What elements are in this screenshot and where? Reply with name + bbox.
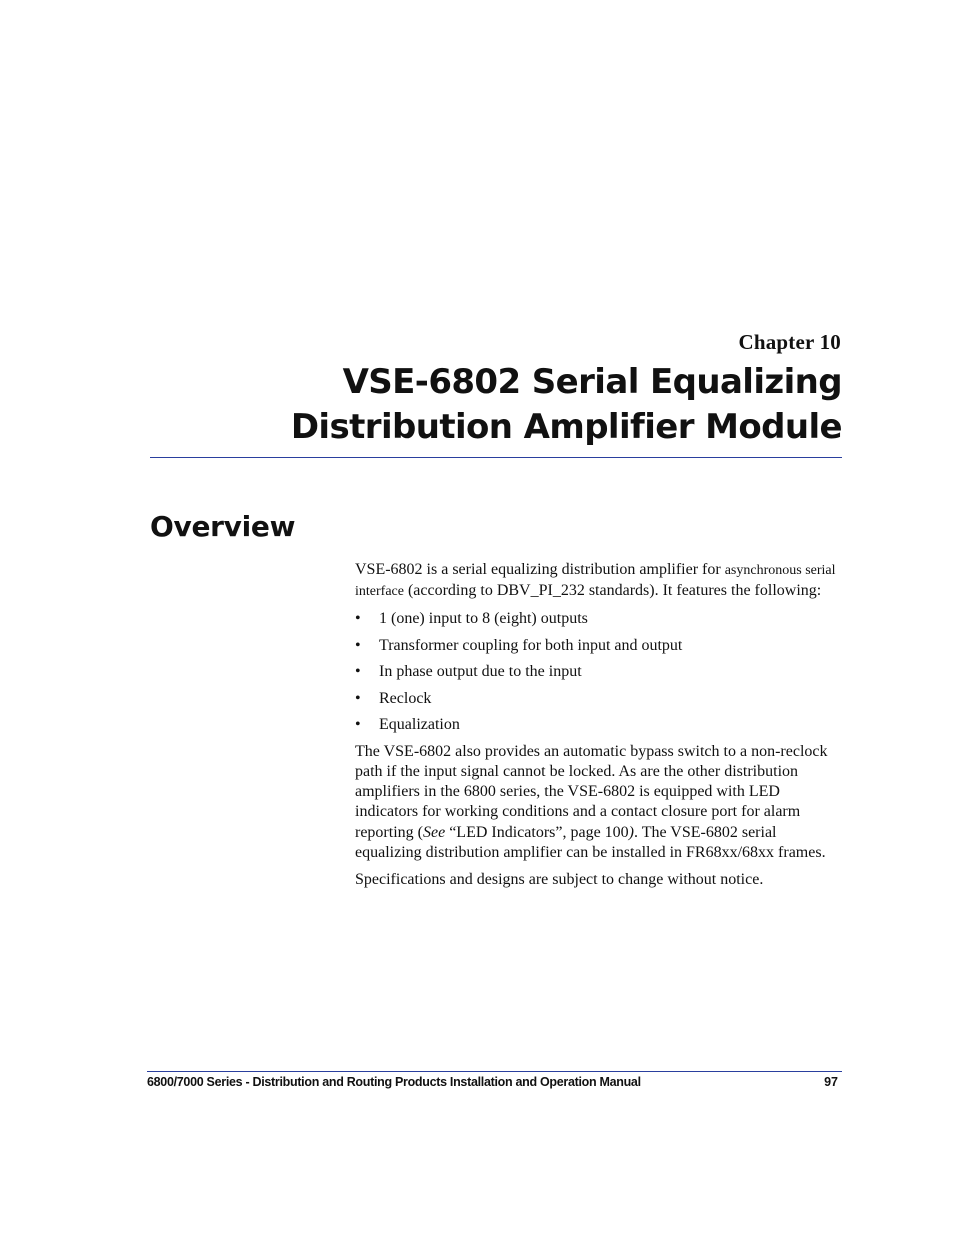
intro-text-a: VSE-6802 is a serial equalizing distribution amplifier for [355,561,725,578]
intro-paragraph [355,560,845,603]
list-item [355,636,845,656]
title-divider [150,457,842,458]
list-item-text: 1 (one) input to 8 (eight) outputs [379,610,588,628]
chapter-title [142,360,842,450]
list-item [355,609,845,629]
list-item-text: Transformer coupling for both input and output [379,636,683,654]
section-heading: Overview [150,510,296,543]
chapter-title-line-1: VSE-6802 Serial Equalizing [342,362,842,402]
list-item-text: Equalization [379,716,460,734]
bullet-icon: • [355,689,361,707]
bullet-icon: • [355,716,361,734]
intro-text-small: asynchronous serial interface [355,563,836,600]
list-item-text: Reclock [379,689,432,707]
see-label: See [422,823,446,841]
feature-list [355,609,845,735]
chapter-title-line-2: Distribution Amplifier Module [290,407,842,447]
description-part-2: . The VSE-6802 serial equalizing distribution amplifier can be installed in FR68xx/68xx frames. [355,823,826,861]
footer-title: 6800/7000 Series - Distribution and Routing Products Installation and Operation Manual [147,1075,641,1089]
bullet-icon: • [355,663,361,681]
body-text [355,560,845,897]
intro-text-b: (according to DBV_PI_232 standards). It features the following: [403,582,822,600]
list-item [355,662,845,682]
list-item [355,715,845,735]
close-paren: ) [628,823,634,841]
notice-paragraph: Specifications and designs are subject to change without notice. [355,870,764,888]
bullet-icon: • [355,610,361,628]
led-indicators-link[interactable]: “LED Indicators”, page 100 [445,823,629,841]
description-part-1: The VSE-6802 also provides an automatic bypass switch to a non-reclock path if the input signal cannot be locked. As are the other distribution amplifiers in the 6800 series, the VSE-6802 is equipped with LED indicators for working conditions and a contact closure port for alarm reporting ( [355,742,828,841]
page-number: 97 [824,1075,838,1089]
description-paragraph [355,742,845,864]
bullet-icon: • [355,636,361,654]
list-item [355,689,845,709]
footer-divider [147,1071,842,1072]
chapter-label: Chapter 10 [738,330,841,354]
list-item-text: In phase output due to the input [379,663,582,681]
